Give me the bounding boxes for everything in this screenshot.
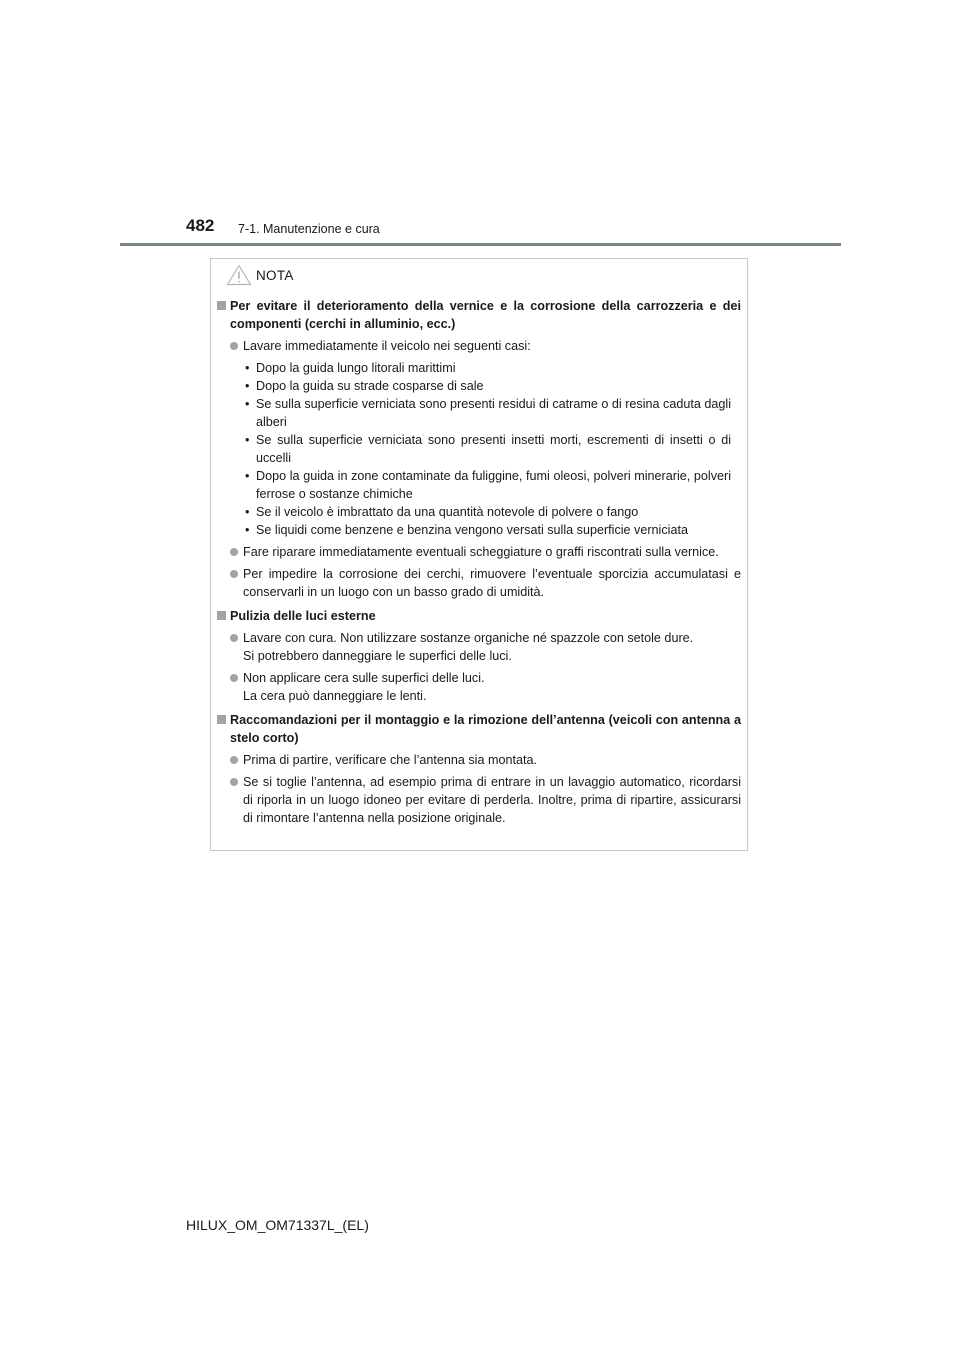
section-heading xyxy=(211,297,747,333)
bullet-item xyxy=(211,773,747,827)
section-heading xyxy=(211,711,747,747)
bullet-text: Lavare con cura. Non utilizzare sostanze organiche né spazzole con setole dure. xyxy=(243,631,694,645)
circle-bullet-icon xyxy=(230,548,238,556)
sub-list-item xyxy=(211,359,741,377)
circle-bullet-icon xyxy=(230,756,238,764)
circle-bullet-icon xyxy=(230,674,238,682)
bullet-item xyxy=(211,543,747,561)
sub-bullet-icon: • xyxy=(245,397,250,411)
sub-list-item xyxy=(211,431,741,467)
bullet-item xyxy=(211,337,747,539)
circle-bullet-icon xyxy=(230,634,238,642)
document-id: HILUX_OM_OM71337L_(EL) xyxy=(186,1217,369,1233)
sub-item-text: Se sulla superficie verniciata sono presenti insetti morti, escrementi di insetti o di uccelli xyxy=(256,433,731,465)
sub-bullet-icon: • xyxy=(245,523,250,537)
section-title: 7-1. Manutenzione e cura xyxy=(238,222,380,236)
bullet-text: Non applicare cera sulle superfici delle luci. xyxy=(243,671,485,685)
note-header xyxy=(226,264,294,286)
note-label: NOTA xyxy=(256,267,294,283)
warning-triangle-icon xyxy=(226,264,252,286)
note-content xyxy=(211,297,747,833)
bullet-item xyxy=(211,669,747,705)
sub-list-item xyxy=(211,503,741,521)
circle-bullet-icon xyxy=(230,778,238,786)
note-box xyxy=(210,258,748,851)
sub-item-text: Se liquidi come benzene e benzina vengono versati sulla superficie verniciata xyxy=(256,523,688,537)
square-bullet-icon xyxy=(217,715,226,724)
note-section xyxy=(211,711,747,827)
note-section xyxy=(211,297,747,601)
sub-list xyxy=(211,359,741,539)
sub-bullet-icon: • xyxy=(245,379,250,393)
sub-item-text: Dopo la guida su strade cosparse di sale xyxy=(256,379,484,393)
section-heading xyxy=(211,607,747,625)
circle-bullet-icon xyxy=(230,342,238,350)
sub-list-item xyxy=(211,395,741,431)
sub-item-text: Se il veicolo è imbrattato da una quantità notevole di polvere o fango xyxy=(256,505,639,519)
circle-bullet-icon xyxy=(230,570,238,578)
sub-bullet-icon: • xyxy=(245,469,250,483)
sub-bullet-icon: • xyxy=(245,505,250,519)
sub-item-text: Se sulla superficie verniciata sono presenti residui di catrame o di resina caduta dagli alberi xyxy=(256,397,731,429)
page-number: 482 xyxy=(186,216,215,235)
bullet-text: Lavare immediatamente il veicolo nei seguenti casi: xyxy=(243,339,531,353)
bullet-text: Per impedire la corrosione dei cerchi, rimuovere l’eventuale sporcizia accumulatasi e conservarli in un luogo con un basso grado di umidità. xyxy=(243,567,741,599)
bullet-text-continued: La cera può danneggiare le lenti. xyxy=(243,689,427,703)
bullet-text-continued: Si potrebbero danneggiare le superfici delle luci. xyxy=(243,649,512,663)
sub-bullet-icon: • xyxy=(245,433,250,447)
note-section xyxy=(211,607,747,705)
section-heading-text: Pulizia delle luci esterne xyxy=(230,609,376,623)
bullet-text: Se si toglie l’antenna, ad esempio prima di entrare in un lavaggio automatico, ricordarsi di riporla in un luogo idoneo per evitare di perderla. Inoltre, prima di ripartire, assicurarsi di rimontare l’antenna nella posizione originale. xyxy=(243,775,741,825)
header-rule xyxy=(120,243,841,246)
square-bullet-icon xyxy=(217,611,226,620)
sub-bullet-icon: • xyxy=(245,361,250,375)
sub-list-item xyxy=(211,467,741,503)
section-heading-text: Per evitare il deterioramento della vernice e la corrosione della carrozzeria e dei componenti (cerchi in alluminio, ecc.) xyxy=(230,299,741,331)
sub-list-item xyxy=(211,521,741,539)
sub-list-item xyxy=(211,377,741,395)
bullet-item xyxy=(211,629,747,665)
sub-item-text: Dopo la guida lungo litorali marittimi xyxy=(256,361,456,375)
bullet-item xyxy=(211,565,747,601)
section-heading-text: Raccomandazioni per il montaggio e la rimozione dell’antenna (veicoli con antenna a stelo corto) xyxy=(230,713,741,745)
bullet-item xyxy=(211,751,747,769)
bullet-text: Prima di partire, verificare che l’antenna sia montata. xyxy=(243,753,537,767)
sub-item-text: Dopo la guida in zone contaminate da fuliggine, fumi oleosi, polveri minerarie, polveri ferrose o sostanze chimiche xyxy=(256,469,731,501)
square-bullet-icon xyxy=(217,301,226,310)
bullet-text: Fare riparare immediatamente eventuali scheggiature o graffi riscontrati sulla vernice. xyxy=(243,545,719,559)
